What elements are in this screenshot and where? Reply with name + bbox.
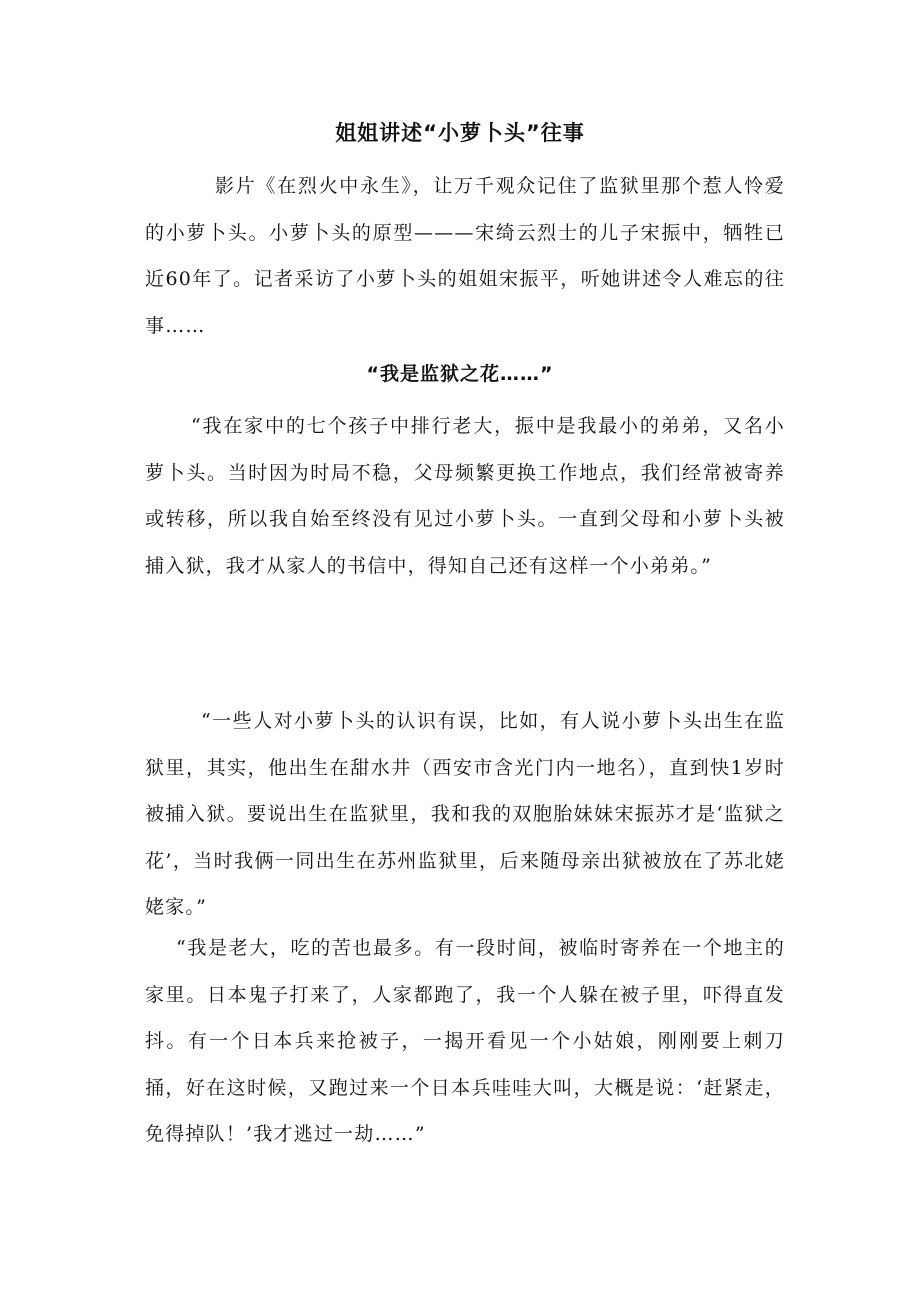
page-title: 姐姐讲述“小萝卜头”往事 (335, 121, 585, 145)
body-paragraph: “一些人对小萝卜头的认识有误，比如，有人说小萝卜头出生在监狱里，其实，他出生在甜水井（西安市含光门内一地名），直到快1岁时被捕入狱。要说出生在监狱里，我和我的双胞胎妹妹宋振苏才是‘监狱之花’，当时我俩一同出生在苏州监狱里，后来随母亲出狱被放在了苏北姥姥家。” (145, 710, 785, 918)
body-paragraph: “我在家中的七个孩子中排行老大，振中是我最小的弟弟，又名小萝卜头。当时因为时局不稳，父母频繁更换工作地点，我们经常被寄养或转移，所以我自始至终没有见过小萝卜头。一直到父母和小萝卜头被捕入狱，我才从家人的书信中，得知自己还有这样一个小弟弟。” (145, 415, 785, 577)
body-paragraph: “我是老大，吃的苦也最多。有一段时间，被临时寄养在一个地主的家里。日本鬼子打来了，人家都跑了，我一个人躲在被子里，吓得直发抖。有一个日本兵来抢被子，一揭开看见一个小姑娘，刚刚要上刺刀捅，好在这时候，又跑过来一个日本兵哇哇大叫，大概是说：‘赶紧走，免得掉队！’我才逃过一劫……” (145, 937, 785, 1145)
intro-paragraph: 影片《在烈火中永生》，让万千观众记住了监狱里那个惹人怜爱的小萝卜头。小萝卜头的原型———宋绮云烈士的儿子宋振中，牺牲已近60年了。记者采访了小萝卜头的姐姐宋振平，听她讲述令人难忘的往事…… (145, 175, 785, 337)
section-heading: “我是监狱之花……” (366, 363, 554, 385)
